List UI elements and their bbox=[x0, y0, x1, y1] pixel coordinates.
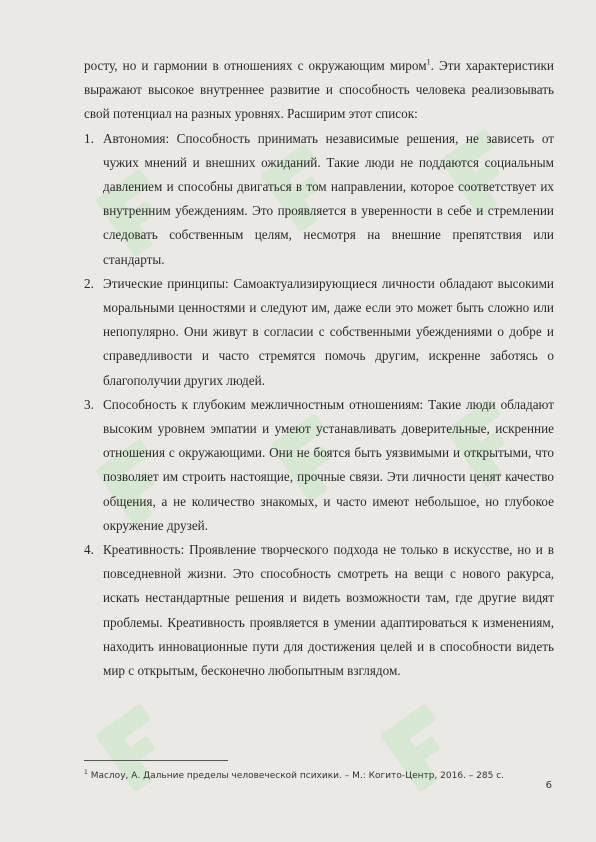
body-text bbox=[84, 54, 554, 683]
footnote-text: Маслоу, А. Дальние пределы человеческой психики. – М.: Когито-Центр, 2016. – 285 с. bbox=[90, 771, 505, 781]
list-item-number: 3. bbox=[84, 396, 94, 412]
list-item-number: 4. bbox=[84, 542, 94, 558]
list-item-number: 2. bbox=[84, 275, 94, 291]
footnote-separator bbox=[84, 760, 228, 761]
numbered-list bbox=[84, 127, 554, 684]
intro-text-after: . Эти характеристики выражают высокое внутреннее развитие и способность человека реализовывать свой потенциал на разных уровнях. Расширим этот список: bbox=[84, 58, 554, 122]
list-item bbox=[84, 127, 554, 272]
page-number: 6 bbox=[545, 780, 552, 791]
list-item-text: Креативность: Проявление творческого подхода не только в искусстве, но и в повседневной жизни. Это способность смотреть на вещи с нового ракурса, искать нестандартные решения и видеть возможности там, где другие видят проблемы. Креативность проявляется в умении адаптироваться к изменениям, находить инновационные пути для достижения целей и в способности видеть мир с открытым, бесконечно любопытным взглядом. bbox=[103, 542, 554, 679]
list-item bbox=[84, 393, 554, 538]
footnote-marker: 1 bbox=[84, 769, 88, 776]
footnote bbox=[84, 767, 554, 782]
list-item bbox=[84, 272, 554, 393]
list-item-number: 1. bbox=[84, 130, 94, 146]
footnote-reference[interactable]: 1 bbox=[426, 57, 431, 67]
list-item-text: Автономия: Способность принимать независимые решения, не зависеть от чужих мнений и внешних ожиданий. Такие люди не поддаются социальным давлением и способны двигаться в том направлении, которое соответствует их внутренним убеждениям. Это проявляется в уверенности в себе и стремлении следовать собственным целям, несмотря на внешние препятствия или стандарты. bbox=[103, 130, 554, 267]
list-item-text: Этические принципы: Самоактуализирующиеся личности обладают высокими моральными ценностями и следуют им, даже если это может быть сложно или непопулярно. Они живут в согласии с собственными убеждениями о добре и справедливости и часто стремятся помочь другим, искренне заботясь о благополучии других людей. bbox=[103, 275, 554, 388]
list-item-text: Способность к глубоким межличностным отношениям: Такие люди обладают высоким уровнем эмпатии и умеют устанавливать доверительные, искренние отношения с окружающими. Они не боятся быть уязвимыми и открытыми, что позволяет им строить настоящие, прочные связи. Эти личности ценят качество общения, а не количество знакомых, и часто имеют небольшое, но глубокое окружение друзей. bbox=[103, 396, 554, 533]
list-item bbox=[84, 538, 554, 683]
intro-paragraph bbox=[84, 54, 554, 127]
intro-text: росту, но и гармонии в отношениях с окружающим миром bbox=[84, 58, 427, 73]
